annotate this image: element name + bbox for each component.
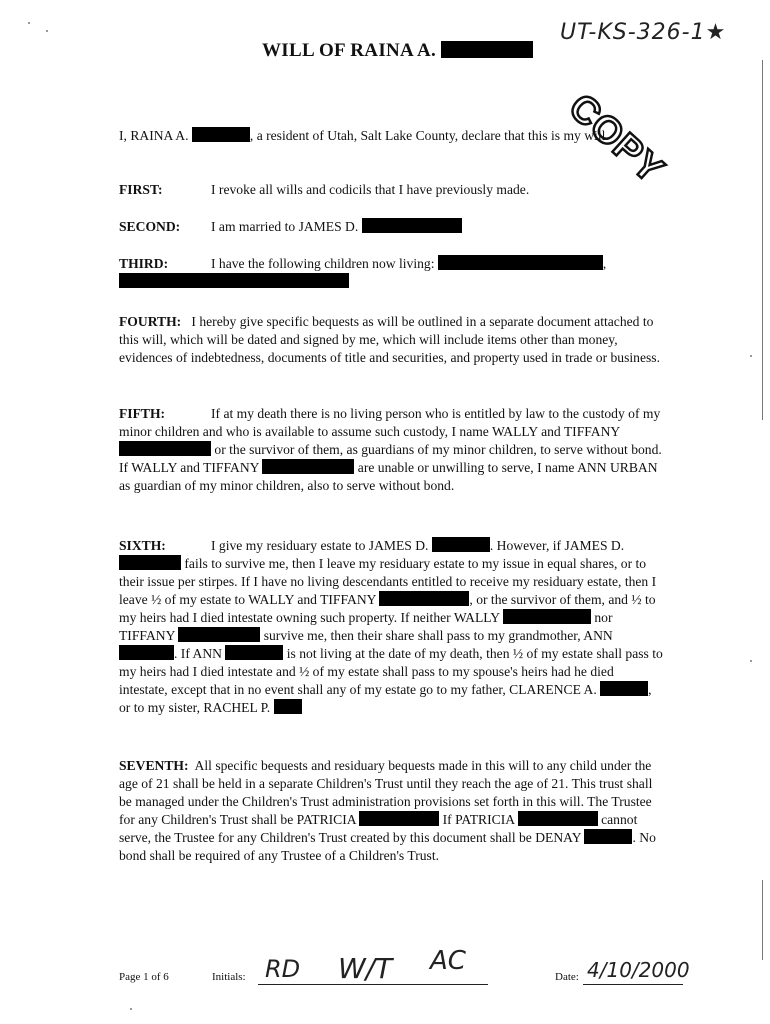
- scan-speck: [750, 355, 752, 357]
- redaction-bar: [119, 441, 211, 456]
- scan-edge-line: [762, 60, 763, 420]
- article-text: , or to my sister, RACHEL P.: [119, 682, 652, 715]
- article-text: , or the survivor of them, and ½ to my heirs had I died intestate owning such property. If neither WALLY: [119, 592, 656, 625]
- intro-text-1: I, RAINA A.: [119, 128, 189, 143]
- redaction-bar: [274, 699, 302, 714]
- redaction-bar: [262, 459, 354, 474]
- scan-edge-line: [762, 880, 763, 960]
- article-text: All specific bequests and residuary bequests made in this will to any child under the age of 21 shall be held in a separate Children's Trust until they reach the age of 21. This trust shall be managed under the Children's Trust administration provisions set forth in this will. The Trustee for any Children's Trust shall be PATRICIA: [119, 758, 653, 827]
- article-label: FIFTH:: [119, 406, 166, 421]
- redaction-bar: [503, 609, 591, 624]
- article-third: THIRD: I have the following children now living: ,: [119, 255, 664, 291]
- redaction-bar: [438, 255, 603, 270]
- handwritten-doc-id: UT-KS-326-1★: [560, 20, 727, 45]
- article-text: If PATRICIA: [442, 812, 515, 827]
- scan-speck: [750, 660, 752, 662]
- article-label: THIRD:: [119, 256, 169, 271]
- article-text: fails to survive me, then I leave my residuary estate to my issue in equal shares, or to their issue per stirpes. If I have no living descendants entitled to receive my residuary estate, then I leave ½ of my estate to WALLY and TIFFANY: [119, 556, 657, 607]
- date-value: 4/10/2000: [587, 958, 690, 982]
- article-label: SEVENTH:: [119, 758, 189, 773]
- date-label: Date:: [555, 971, 579, 983]
- article-text: I give my residuary estate to JAMES D.: [211, 538, 429, 553]
- article-text: . However, if JAMES D.: [489, 538, 625, 553]
- redaction-bar: [225, 645, 283, 660]
- article-first: [119, 181, 664, 199]
- intro-text-2: , a resident of Utah, Salt Lake County, declare that this is my will.: [249, 128, 609, 143]
- article-text: survive me, then their share shall pass to my grandmother, ANN: [263, 628, 613, 643]
- article-label: FOURTH:: [119, 314, 182, 329]
- redaction-bar: [119, 555, 181, 570]
- redaction-bar: [178, 627, 260, 642]
- article-text: nor TIFFANY: [119, 610, 613, 643]
- article-text: are unable or unwilling to serve, I name ANN URBAN as guardian of my minor children, also to serve without bond.: [119, 460, 658, 493]
- article-fifth: [119, 405, 664, 495]
- article-text: or the survivor of them, as guardians of my minor children, to serve without bond. If WALLY and TIFFANY: [119, 442, 662, 475]
- redaction-bar: [362, 218, 462, 233]
- page-number: Page 1 of 6: [119, 971, 169, 983]
- article-label: SIXTH:: [119, 538, 166, 553]
- article-text: If at my death there is no living person who is entitled by law to the custody of my minor children and who is available to assume such custody, I name WALLY and TIFFANY: [119, 406, 661, 439]
- copy-stamp: COPY: [560, 86, 672, 193]
- article-label: SECOND:: [119, 219, 181, 234]
- article-text: . If ANN: [174, 646, 222, 661]
- article-text: I revoke all wills and codicils that I have previously made.: [211, 182, 530, 197]
- redaction-bar: [441, 41, 533, 58]
- redaction-bar: [584, 829, 632, 844]
- redaction-bar: [192, 127, 250, 142]
- article-seventh: [119, 757, 664, 865]
- initials-2: W/T: [338, 952, 393, 985]
- redaction-bar: [359, 811, 439, 826]
- date-line: [583, 984, 683, 985]
- initials-1: RD: [265, 955, 301, 983]
- redaction-bar: [119, 273, 349, 288]
- article-text: I am married to JAMES D.: [211, 219, 359, 234]
- article-text: is not living at the date of my death, then ½ of my estate shall pass to my heirs had I died intestate and ½ of my estate shall pass to my spouse's heirs had he died intestate, except that in no event shall any of my estate go to my father, CLARENCE A.: [119, 646, 663, 697]
- article-text: . No bond shall be required of any Trustee of a Children's Trust.: [119, 830, 656, 863]
- scan-speck: [130, 1008, 132, 1010]
- article-sixth: [119, 537, 664, 717]
- title-text: WILL OF RAINA A.: [262, 40, 437, 61]
- redaction-bar: [379, 591, 469, 606]
- article-second: [119, 218, 664, 236]
- article-text: I hereby give specific bequests as will be outlined in a separate document attached to this will, which will be dated and signed by me, which will include items other than money, evidences of indebtedness, documents of title and securities, and property used in trade or business.: [119, 314, 660, 365]
- redaction-bar: [518, 811, 598, 826]
- article-label: FIRST:: [119, 182, 163, 197]
- scan-speck: [46, 30, 48, 32]
- article-text: cannot serve, the Trustee for any Children's Trust created by this document shall be DENAY: [119, 812, 638, 845]
- article-text: I have the following children now living:: [211, 256, 435, 271]
- initials-3: AC: [430, 946, 466, 976]
- intro-paragraph: [119, 127, 664, 145]
- document-title: [262, 40, 533, 62]
- redaction-bar: [432, 537, 490, 552]
- scan-speck: [28, 22, 30, 24]
- redaction-bar: [600, 681, 648, 696]
- initials-label: Initials:: [212, 971, 246, 983]
- article-fourth: [119, 313, 664, 367]
- redaction-bar: [119, 645, 174, 660]
